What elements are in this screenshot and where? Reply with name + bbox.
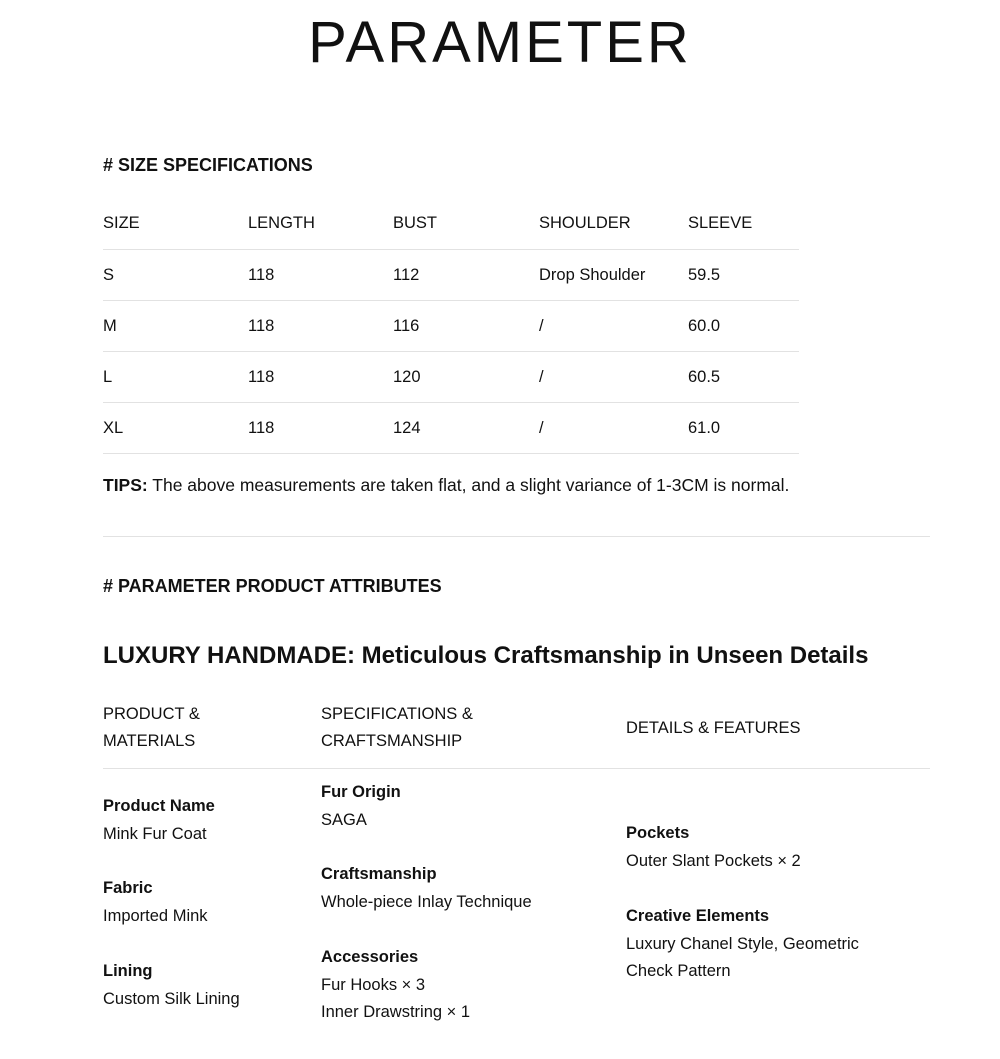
attribute-value: SAGA [321, 810, 367, 829]
column-header-size: SIZE [103, 198, 248, 250]
attribute-lining [103, 958, 240, 1013]
attribute-value: Mink Fur Coat [103, 824, 207, 843]
attribute-label: Lining [103, 962, 153, 980]
column-header-line: MATERIALS [103, 732, 196, 750]
cell-length: 118 [248, 250, 393, 301]
attribute-product-name [103, 793, 215, 848]
cell-shoulder: / [539, 403, 688, 454]
attribute-craftsmanship [321, 861, 532, 916]
attribute-creative-elements [626, 903, 859, 986]
attribute-label: Accessories [321, 948, 419, 966]
cell-sleeve: 61.0 [688, 403, 799, 454]
column-header-length: LENGTH [248, 198, 393, 250]
size-table-header-row [103, 198, 799, 250]
cell-shoulder: / [539, 301, 688, 352]
cell-size: XL [103, 403, 248, 454]
attribute-value: Inner Drawstring × 1 [321, 1003, 471, 1021]
attribute-value: Check Pattern [626, 962, 731, 980]
table-row [103, 250, 799, 301]
cell-shoulder: / [539, 352, 688, 403]
column-header-line: DETAILS & FEATURES [626, 719, 801, 737]
cell-length: 118 [248, 352, 393, 403]
attribute-value: Luxury Chanel Style, Geometric [626, 934, 859, 953]
cell-bust: 120 [393, 352, 539, 403]
attribute-value: Outer Slant Pockets × 2 [626, 851, 801, 870]
column-header-bust: BUST [393, 198, 539, 250]
cell-shoulder: Drop Shoulder [539, 250, 688, 301]
product-attributes-heading: # PARAMETER PRODUCT ATTRIBUTES [103, 576, 442, 596]
table-row [103, 301, 799, 352]
attribute-value: Whole-piece Inlay Technique [321, 892, 532, 911]
tips-label: TIPS: [103, 475, 148, 495]
tips-text: The above measurements are taken flat, and a slight variance of 1-3CM is normal. [147, 475, 790, 495]
attribute-label: Fabric [103, 879, 153, 897]
cell-sleeve: 60.5 [688, 352, 799, 403]
table-row [103, 403, 799, 454]
table-row [103, 352, 799, 403]
page-title: PARAMETER [308, 10, 692, 75]
cell-bust: 112 [393, 250, 539, 301]
attribute-value: Fur Hooks × 3 [321, 975, 426, 994]
cell-size: M [103, 301, 248, 352]
attribute-fur-origin [321, 779, 401, 834]
column-header-line: PRODUCT & [103, 705, 200, 723]
attribute-label: Pockets [626, 824, 690, 842]
attribute-label: Craftsmanship [321, 865, 437, 883]
feature-title: LUXURY HANDMADE: Meticulous Craftsmanship in Unseen Details [103, 642, 869, 669]
attribute-value: Custom Silk Lining [103, 989, 240, 1008]
attribute-accessories [321, 944, 470, 1027]
column-header-sleeve: SLEEVE [688, 198, 799, 250]
cell-sleeve: 60.0 [688, 301, 799, 352]
column-header-specifications-craftsmanship [321, 701, 521, 755]
attribute-label: Fur Origin [321, 783, 401, 801]
size-specifications-heading: # SIZE SPECIFICATIONS [103, 155, 313, 175]
attributes-header-divider [103, 768, 930, 769]
cell-sleeve: 59.5 [688, 250, 799, 301]
measurement-tips [103, 474, 789, 496]
column-header-line: CRAFTSMANSHIP [321, 732, 463, 750]
cell-size: L [103, 352, 248, 403]
cell-size: S [103, 250, 248, 301]
column-header-product-materials [103, 701, 283, 755]
column-header-details-features [626, 715, 876, 742]
section-divider [103, 536, 930, 537]
cell-bust: 124 [393, 403, 539, 454]
cell-length: 118 [248, 403, 393, 454]
column-header-line: SPECIFICATIONS & [321, 705, 473, 723]
attribute-label: Creative Elements [626, 907, 770, 925]
attribute-label: Product Name [103, 797, 215, 815]
cell-bust: 116 [393, 301, 539, 352]
attribute-pockets [626, 820, 801, 875]
size-table [103, 198, 799, 454]
column-header-shoulder: SHOULDER [539, 198, 688, 250]
attribute-value: Imported Mink [103, 906, 208, 925]
cell-length: 118 [248, 301, 393, 352]
attribute-fabric [103, 875, 208, 930]
